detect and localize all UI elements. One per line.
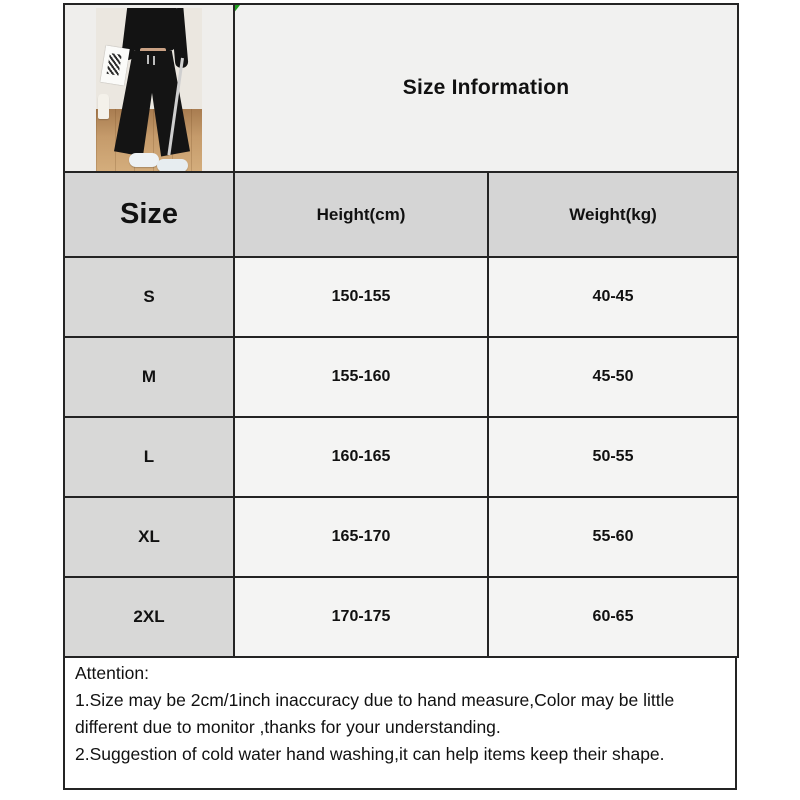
height-value: 160-165	[234, 417, 488, 497]
size-label: L	[64, 417, 234, 497]
table-row	[64, 257, 738, 337]
size-label: 2XL	[64, 577, 234, 657]
table-row	[64, 577, 738, 657]
table-row	[64, 337, 738, 417]
page-title: Size Information	[402, 76, 570, 99]
column-header-height: Height(cm)	[234, 172, 488, 257]
weight-value: 60-65	[488, 577, 738, 657]
column-header-size: Size	[64, 172, 234, 257]
size-label: S	[64, 257, 234, 337]
size-label: M	[64, 337, 234, 417]
photo-magazine	[100, 45, 129, 85]
photo-vase	[98, 94, 109, 119]
photo-magazine-print	[107, 53, 122, 76]
attention-note: 2.Suggestion of cold water hand washing,it can help items keep their shape.	[75, 744, 665, 764]
attention-note: 1.Size may be 2cm/1inch inaccuracy due to hand measure,Color may be little different due to monitor ,thanks for your understanding.	[75, 690, 675, 737]
height-value: 170-175	[234, 577, 488, 657]
photo-sneaker	[129, 153, 159, 167]
photo-crop-top	[129, 8, 176, 51]
banner-cell	[234, 4, 738, 172]
green-flag-icon	[234, 5, 240, 14]
weight-value: 40-45	[488, 257, 738, 337]
size-label: XL	[64, 497, 234, 577]
product-photo-cell	[64, 4, 234, 172]
table-header-row	[64, 172, 738, 257]
photo-drawstring	[147, 55, 149, 64]
height-value: 150-155	[234, 257, 488, 337]
height-value: 155-160	[234, 337, 488, 417]
attention-box	[63, 656, 737, 790]
table-row	[64, 497, 738, 577]
height-value: 165-170	[234, 497, 488, 577]
column-header-weight: Weight(kg)	[488, 172, 738, 257]
weight-value: 55-60	[488, 497, 738, 577]
table-row-photo-banner	[64, 4, 738, 172]
weight-value: 45-50	[488, 337, 738, 417]
photo-sneaker	[157, 159, 188, 171]
table-row	[64, 417, 738, 497]
attention-title: Attention:	[75, 663, 149, 683]
weight-value: 50-55	[488, 417, 738, 497]
size-table	[63, 3, 739, 658]
size-chart-sheet	[63, 3, 737, 790]
product-photo	[96, 8, 202, 171]
